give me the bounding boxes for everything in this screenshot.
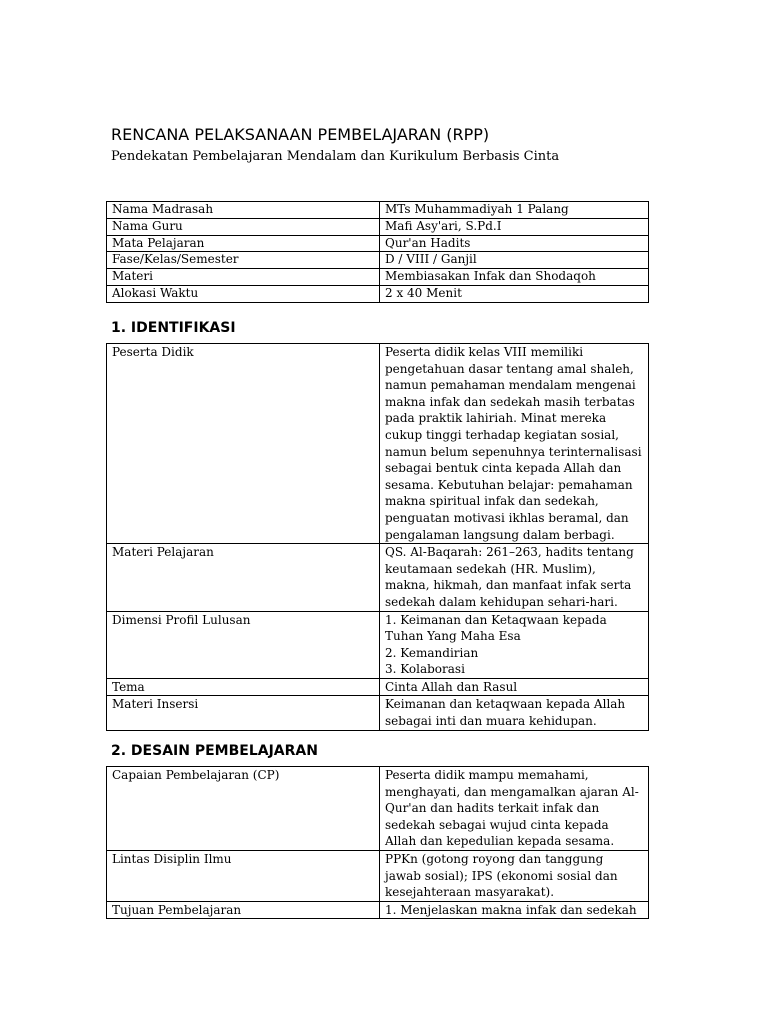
table-row [107,218,649,235]
school-info-table [106,201,649,303]
info-value: Mafi Asy'ari, S.Pd.I [380,218,649,235]
table-row [107,611,649,678]
row-value: Cinta Allah dan Rasul [380,678,649,696]
list-item: 1. Keimanan dan Ketaqwaan kepada Tuhan Yang Maha Esa [385,612,607,644]
list-item: 2. Kemandirian [385,645,479,660]
table-row [107,901,649,919]
section-heading-desain: 2. DESAIN PEMBELAJARAN [111,743,318,759]
row-label: Dimensi Profil Lulusan [107,611,380,678]
info-label: Nama Guru [107,218,380,235]
row-value [380,611,649,678]
info-label: Mata Pelajaran [107,235,380,252]
row-value: Peserta didik mampu memahami, menghayati, dan mengamalkan ajaran Al-Qur'an dan hadits terkait infak dan sedekah sebagai wujud cinta kepada Allah dan kepedulian kepada sesama. [380,767,649,851]
row-label: Tema [107,678,380,696]
table-row [107,678,649,696]
info-value: Qur'an Hadits [380,235,649,252]
info-label: Nama Madrasah [107,202,380,219]
info-value: D / VIII / Ganjil [380,252,649,269]
row-value: QS. Al-Baqarah: 261–263, hadits tentang keutamaan sedekah (HR. Muslim), makna, hikmah, dan manfaat infak serta sedekah dalam kehidupan sehari-hari. [380,544,649,611]
table-row [107,767,649,851]
desain-table [106,766,649,919]
info-value: Membiasakan Infak dan Shodaqoh [380,269,649,286]
identifikasi-table [106,343,649,731]
row-label: Tujuan Pembelajaran [107,901,380,919]
row-label: Lintas Disiplin Ilmu [107,850,380,901]
table-row [107,285,649,302]
row-value: Peserta didik kelas VIII memiliki pengetahuan dasar tentang amal shaleh, namun pemahaman mendalam mengenai makna infak dan sedekah masih terbatas pada praktik lahiriah. Minat mereka cukup tinggi terhadap kegiatan sosial, namun belum sepenuhnya terinternalisasi sebagai bentuk cinta kepada Allah dan sesama. Kebutuhan belajar: pemahaman makna spiritual infak dan sedekah, penguatan motivasi ikhlas beramal, dan pengalaman langsung dalam berbagi. [380,344,649,544]
info-label: Materi [107,269,380,286]
table-row [107,696,649,730]
info-value: MTs Muhammadiyah 1 Palang [380,202,649,219]
table-row [107,202,649,219]
row-label: Peserta Didik [107,344,380,544]
table-row [107,235,649,252]
table-row [107,850,649,901]
row-value: PPKn (gotong royong dan tanggung jawab sosial); IPS (ekonomi sosial dan kesejahteraan masyarakat). [380,850,649,901]
row-label: Materi Pelajaran [107,544,380,611]
row-value: 1. Menjelaskan makna infak dan sedekah [380,901,649,919]
row-label: Capaian Pembelajaran (CP) [107,767,380,851]
table-row [107,269,649,286]
table-row [107,252,649,269]
document-subtitle: Pendekatan Pembelajaran Mendalam dan Kurikulum Berbasis Cinta [111,149,560,164]
info-label: Alokasi Waktu [107,285,380,302]
info-value: 2 x 40 Menit [380,285,649,302]
section-heading-identifikasi: 1. IDENTIFIKASI [111,320,236,336]
list-item: 3. Kolaborasi [385,662,465,677]
row-value: Keimanan dan ketaqwaan kepada Allah sebagai inti dan muara kehidupan. [380,696,649,730]
row-label: Materi Insersi [107,696,380,730]
table-row [107,344,649,544]
info-label: Fase/Kelas/Semester [107,252,380,269]
document-title: RENCANA PELAKSANAAN PEMBELAJARAN (RPP) [111,125,490,144]
table-row [107,544,649,611]
